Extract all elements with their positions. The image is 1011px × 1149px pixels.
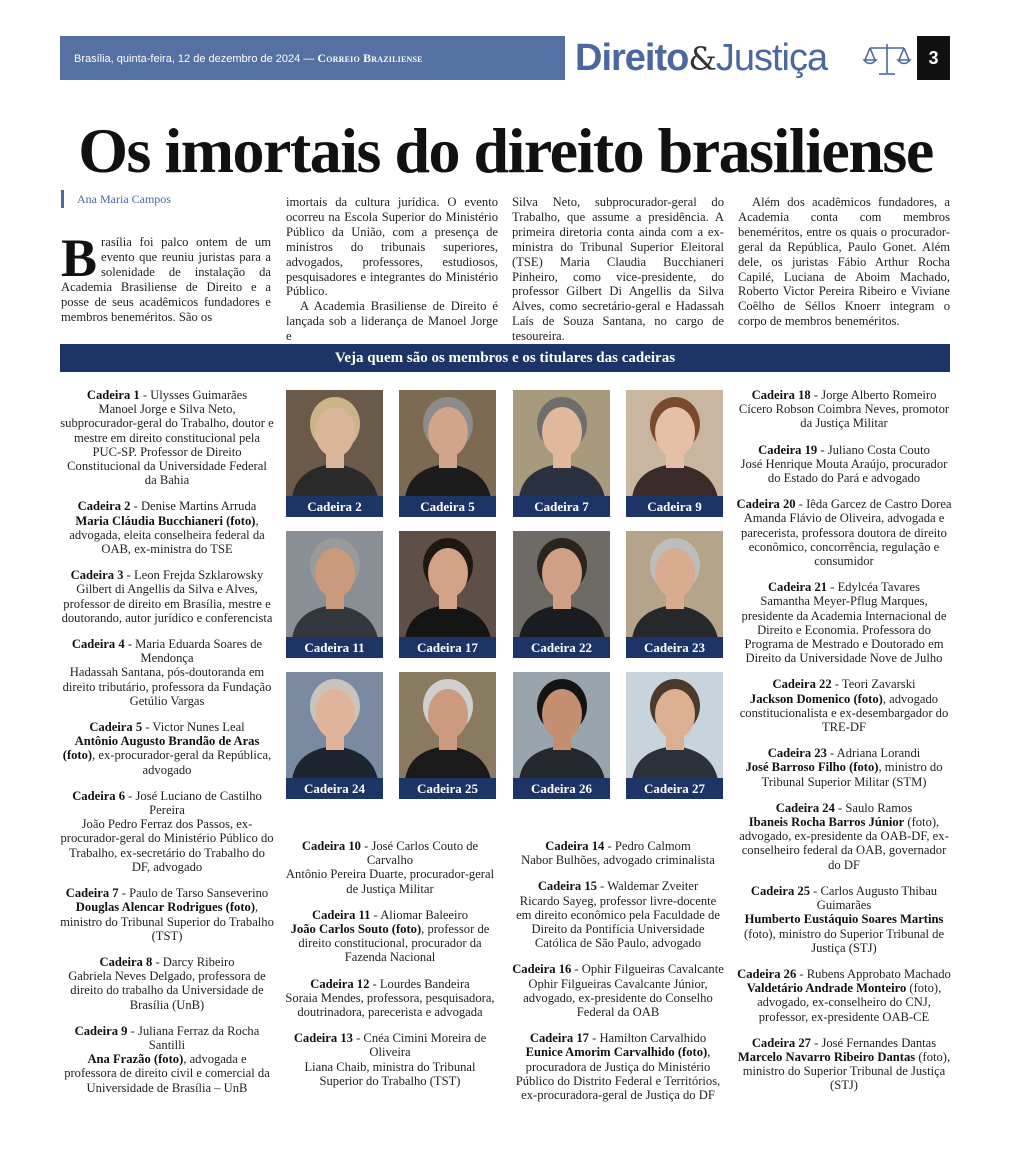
section-title: Direito&Justiça bbox=[575, 37, 828, 79]
seat-entry bbox=[284, 977, 496, 1020]
photo-caption: Cadeira 11 bbox=[286, 637, 383, 658]
seat-patron: - Adriana Lorandi bbox=[826, 746, 921, 761]
seat-holder-description: , professor de direito constitucional, procurador da Fazenda Nacional bbox=[298, 922, 490, 965]
portrait-photo bbox=[286, 390, 383, 517]
seat-holder-description: , ministro do Tribunal Superior do Trabalho (TST) bbox=[60, 900, 274, 943]
middle-right-seat-list bbox=[512, 839, 724, 1114]
portrait-image bbox=[286, 672, 383, 780]
seat-holder-description: Soraia Mendes, professora, pesquisadora, doutrinadora, parecerista e advogada bbox=[285, 990, 495, 1020]
portrait-photo bbox=[399, 672, 496, 799]
left-seat-list bbox=[60, 388, 274, 1107]
article-column-2: imortais da cultura jurídica. O evento ocorreu na Escola Superior do Ministério Público da União, com a presença de ministros do tribunais superiores, advogados, professores, estudiosos, pesquisadores e integrantes do Ministério Público. A Academia Brasiliense de Direito é lançada sob a liderança de Manoel Jorge e bbox=[286, 195, 498, 344]
portrait-photo bbox=[513, 531, 610, 658]
seat-patron: - Denise Martins Arruda bbox=[130, 499, 257, 514]
seat-patron: - Saulo Ramos bbox=[834, 800, 913, 815]
photo-caption: Cadeira 17 bbox=[399, 637, 496, 658]
seat-patron: - Jorge Alberto Romeiro bbox=[810, 388, 937, 402]
seat-entry bbox=[60, 789, 274, 874]
seat-holder-description: Cícero Robson Coimbra Neves, promotor da Justiça Militar bbox=[738, 402, 950, 431]
seat-holder-name: Valdetário Andrade Monteiro bbox=[746, 981, 907, 996]
seat-holder-description: , ex-procurador-geral da República, advogado bbox=[92, 748, 272, 777]
dateline: Brasília, quinta-feira, 12 de dezembro de 2024 — Correio Braziliense bbox=[74, 51, 423, 65]
seat-patron: - José Luciano de Castilho Pereira bbox=[125, 788, 262, 818]
photo-caption: Cadeira 2 bbox=[286, 496, 383, 517]
portrait-image bbox=[399, 672, 496, 780]
seat-entry bbox=[284, 908, 496, 965]
seat-holder-name: Douglas Alencar Rodrigues (foto) bbox=[75, 900, 256, 915]
article-column-3: Silva Neto, subprocurador-geral do Trabalho, que assume a presidência. A primeira diretoria conta ainda com a ex-ministra do Tribunal Superior Eleitoral (TSE) Maria Claudia Bucchianeri Pinheiro, como vice-presidente, do professor Gilbert Di Angellis da Silva Alves, como secretário-geral e Hadassah Laís de Souza Santana, no cargo de tesoureira. bbox=[512, 195, 724, 344]
seat-patron: - Teori Zavarski bbox=[831, 677, 916, 692]
seat-number: Cadeira 2 bbox=[77, 499, 131, 514]
seat-holder-name: José Barroso Filho (foto) bbox=[745, 760, 879, 775]
seat-entry bbox=[736, 967, 952, 1024]
seat-holder-description: (foto), advogado, ex-conselheiro do CNJ, professor, ex-presidente OAB-CE bbox=[757, 981, 942, 1024]
seat-holder-description: (foto), ministro do Superior Tribunal de Justiça (STJ) bbox=[742, 1049, 951, 1093]
seat-holder-name: Antônio Augusto Brandão de Aras (foto) bbox=[62, 734, 260, 763]
seat-entry bbox=[736, 580, 952, 665]
seat-number: Cadeira 17 bbox=[529, 1031, 589, 1046]
seat-patron: - Maria Eduarda Soares de Mendonça bbox=[124, 637, 263, 666]
seat-number: Cadeira 7 bbox=[65, 886, 119, 901]
seat-patron: - Juliana Ferraz da Rocha Santilli bbox=[127, 1023, 260, 1052]
seat-holder-description: Hadassah Santana, pós-doutoranda em direito tributário, professora da Fundação Getúlio Vargas bbox=[62, 665, 272, 708]
seat-number: Cadeira 1 bbox=[86, 388, 140, 402]
portrait-photo bbox=[513, 672, 610, 799]
seat-holder-description: Ophir Filgueiras Cavalcante Júnior, advogado, ex-presidente do Conselho Federal da OAB bbox=[523, 976, 713, 1020]
seat-number: Cadeira 4 bbox=[71, 637, 125, 652]
seat-patron: - Carlos Augusto Thibau Guimarães bbox=[810, 883, 938, 913]
portrait-image bbox=[626, 531, 723, 639]
portrait-image bbox=[626, 390, 723, 498]
seat-number: Cadeira 12 bbox=[310, 976, 370, 991]
middle-left-seat-list bbox=[284, 839, 496, 1100]
seat-patron: - Cnéa Cimini Moreira de Oliveira bbox=[352, 1031, 487, 1060]
seat-patron: - José Fernandes Dantas bbox=[810, 1035, 937, 1050]
seat-holder-description: , advogado constitucionalista e ex-desembargador do TRE-DF bbox=[739, 691, 949, 735]
seat-number: Cadeira 16 bbox=[512, 962, 572, 977]
photo-caption: Cadeira 24 bbox=[286, 778, 383, 799]
seat-patron: - Victor Nunes Leal bbox=[142, 720, 245, 735]
seat-number: Cadeira 15 bbox=[537, 879, 597, 894]
seat-holder-description: Manoel Jorge e Silva Neto, subprocurador-geral do Trabalho, doutor e mestre em direito constitucional pela PUC-SP. Professor de Direito Constitucional da Universidade Federal da Bahia bbox=[60, 402, 274, 488]
seat-entry bbox=[60, 1024, 274, 1095]
drop-cap: B bbox=[61, 228, 98, 288]
seat-holder-description: Samantha Meyer-Pflug Marques, presidente da Academia Internacional de Direito e Economia. Professora do Programa de Mestrado e Doutorado em Direito da Universidade Nove de Julho bbox=[741, 594, 947, 666]
seat-number: Cadeira 18 bbox=[751, 388, 811, 402]
seat-holder-description: João Pedro Ferraz dos Passos, ex-procurador-geral do Ministério Público do Trabalho, ex-secretário do Trabalho do DF, advogado bbox=[60, 817, 274, 874]
photo-caption: Cadeira 23 bbox=[626, 637, 723, 658]
seat-number: Cadeira 11 bbox=[312, 907, 371, 922]
seat-number: Cadeira 6 bbox=[72, 788, 126, 803]
seat-patron: - Ophir Filgueiras Cavalcante bbox=[571, 962, 724, 977]
portrait-image bbox=[626, 672, 723, 780]
seat-number: Cadeira 8 bbox=[99, 954, 153, 969]
seat-entry bbox=[60, 886, 274, 943]
seat-patron: - Edylcéa Tavares bbox=[827, 580, 921, 595]
photo-caption: Cadeira 5 bbox=[399, 496, 496, 517]
seat-patron: - Aliomar Baleeiro bbox=[370, 907, 468, 922]
seat-entry bbox=[736, 677, 952, 734]
seat-patron: - Lourdes Bandeira bbox=[369, 976, 470, 991]
seat-holder-description: Amanda Flávio de Oliveira, advogada e parecerista, professora doutora de direito econômico, concorrência, regulação e consumidor bbox=[741, 511, 947, 569]
seat-number: Cadeira 21 bbox=[767, 580, 828, 595]
members-banner: Veja quem são os membros e os titulares das cadeiras bbox=[60, 344, 950, 372]
seat-holder-description: (foto), ministro do Superior Tribunal de Justiça (STJ) bbox=[743, 926, 945, 955]
portrait-photo bbox=[626, 531, 723, 658]
seat-number: Cadeira 9 bbox=[74, 1023, 128, 1038]
seat-patron: - Iêda Garcez de Castro Dorea bbox=[795, 497, 952, 512]
scales-of-justice-icon bbox=[862, 40, 912, 78]
seat-patron: - Waldemar Zveiter bbox=[596, 879, 699, 894]
seat-holder-description: , advogada, eleita conselheira federal da OAB, ex-ministra do TSE bbox=[69, 513, 265, 557]
seat-holder-description: (foto), advogado, ex-presidente da OAB-DF, ex-conselheiro federal da OAB, governador do DF bbox=[739, 815, 949, 872]
seat-holder-name: Ibaneis Rocha Barros Júnior bbox=[748, 815, 905, 830]
portrait-photo bbox=[286, 531, 383, 658]
portrait-image bbox=[399, 390, 496, 498]
seat-entry bbox=[60, 568, 274, 625]
seat-holder-description: , ministro do Tribunal Superior Militar (STM) bbox=[761, 760, 943, 789]
portrait-image bbox=[513, 672, 610, 780]
seat-entry bbox=[512, 1031, 724, 1102]
seat-entry bbox=[736, 443, 952, 486]
portrait-image bbox=[286, 390, 383, 498]
seat-holder-name: Marcelo Navarro Ribeiro Dantas bbox=[737, 1049, 916, 1064]
seat-holder-description: Nabor Bulhões, advogado criminalista bbox=[521, 853, 715, 868]
portrait-image bbox=[513, 531, 610, 639]
seat-patron: - José Carlos Couto de Carvalho bbox=[360, 839, 479, 868]
seat-entry bbox=[284, 1031, 496, 1088]
seat-holder-description: , procuradora de Justiça do Ministério Público do Distrito Federal e Territórios, ex-procuradora-geral de Justiça do DF bbox=[515, 1045, 721, 1103]
seat-holder-description: Antônio Pereira Duarte, procurador-geral de Justiça Militar bbox=[285, 867, 495, 896]
portrait-image bbox=[286, 531, 383, 639]
seat-number: Cadeira 25 bbox=[750, 883, 810, 898]
seat-patron: - Rubens Approbato Machado bbox=[796, 966, 951, 981]
page-number: 3 bbox=[917, 36, 950, 80]
photo-caption: Cadeira 9 bbox=[626, 496, 723, 517]
photo-caption: Cadeira 22 bbox=[513, 637, 610, 658]
seat-entry bbox=[512, 879, 724, 950]
seat-patron: - Darcy Ribeiro bbox=[152, 954, 235, 969]
portrait-photo bbox=[626, 672, 723, 799]
portrait-photo bbox=[399, 531, 496, 658]
byline: Ana Maria Campos bbox=[61, 190, 171, 208]
seat-number: Cadeira 10 bbox=[301, 839, 361, 853]
seat-patron: - Leon Frejda Szklarowsky bbox=[123, 568, 264, 583]
seat-patron: - Hamilton Carvalhido bbox=[588, 1031, 707, 1046]
seat-holder-description: Liana Chaib, ministra do Tribunal Superior do Trabalho (TST) bbox=[304, 1059, 476, 1088]
seat-number: Cadeira 24 bbox=[775, 800, 835, 815]
seat-holder-name: João Carlos Souto (foto) bbox=[290, 922, 422, 937]
portrait-photo bbox=[626, 390, 723, 517]
seat-number: Cadeira 26 bbox=[737, 966, 797, 981]
seat-entry bbox=[60, 499, 274, 556]
seat-number: Cadeira 20 bbox=[736, 497, 796, 512]
seat-entry bbox=[736, 497, 952, 568]
seat-entry bbox=[60, 720, 274, 777]
seat-number: Cadeira 13 bbox=[293, 1031, 353, 1046]
right-seat-list bbox=[736, 388, 952, 1105]
seat-entry bbox=[736, 1036, 952, 1093]
portrait-photo bbox=[513, 390, 610, 517]
headline: Os imortais do direito brasiliense bbox=[78, 115, 933, 186]
seat-number: Cadeira 23 bbox=[767, 746, 827, 761]
seat-entry bbox=[736, 801, 952, 872]
seat-holder-name: Humberto Eustáquio Soares Martins bbox=[744, 912, 944, 927]
seat-holder-description: José Henrique Mouta Araújo, procurador do Estado do Pará e advogado bbox=[740, 456, 948, 486]
seat-entry bbox=[60, 637, 274, 708]
seat-entry bbox=[736, 884, 952, 955]
seat-holder-name: Jackson Domenico (foto) bbox=[749, 691, 883, 706]
seat-number: Cadeira 27 bbox=[751, 1035, 811, 1050]
article-column-1: Brasília foi palco ontem de um evento que reuniu juristas para a solenidade de instalação da Academia Brasiliense de Direito e a posse de seus acadêmicos fundadores e membros beneméritos. São os bbox=[61, 228, 271, 324]
seat-entry bbox=[284, 839, 496, 896]
portrait-image bbox=[399, 531, 496, 639]
seat-holder-description: Gilbert di Angellis da Silva e Alves, professor de direito em Brasília, mestre e doutorando, autor jurídico e conferencista bbox=[61, 582, 273, 625]
seat-number: Cadeira 22 bbox=[772, 677, 832, 692]
seat-number: Cadeira 19 bbox=[758, 442, 818, 457]
seat-holder-name: Ana Frazão (foto) bbox=[87, 1052, 184, 1067]
seat-entry bbox=[512, 962, 724, 1019]
seat-holder-description: Gabriela Neves Delgado, professora de direito do trabalho da Universidade de Brasília (UnB) bbox=[68, 969, 266, 1012]
photo-caption: Cadeira 26 bbox=[513, 778, 610, 799]
seat-entry bbox=[60, 955, 274, 1012]
seat-holder-name: Eunice Amorim Carvalhido (foto) bbox=[525, 1045, 708, 1060]
seat-entry bbox=[736, 746, 952, 789]
seat-number: Cadeira 5 bbox=[89, 720, 143, 735]
seat-patron: - Ulysses Guimarães bbox=[139, 388, 248, 402]
seat-holder-name: Maria Cláudia Bucchianeri (foto) bbox=[75, 513, 256, 528]
seat-holder-description: , advogada e professora de direito civil e comercial da Universidade de Brasília – UnB bbox=[64, 1052, 270, 1095]
seat-patron: - Paulo de Tarso Sanseverino bbox=[118, 886, 269, 901]
photo-caption: Cadeira 25 bbox=[399, 778, 496, 799]
portrait-photo bbox=[286, 672, 383, 799]
seat-patron: - Juliano Costa Couto bbox=[817, 442, 930, 457]
photo-caption: Cadeira 7 bbox=[513, 496, 610, 517]
seat-number: Cadeira 14 bbox=[545, 839, 605, 853]
masthead-name: Correio Braziliense bbox=[317, 51, 423, 65]
portrait-photo bbox=[399, 390, 496, 517]
seat-patron: - Pedro Calmom bbox=[604, 839, 691, 853]
article-column-4: Além dos acadêmicos fundadores, a Academia conta com membros beneméritos, entre os quais o procurador-geral da República, Paulo Gonet. Além dele, os juristas Fábio Arthur Rocha Capilé, Luciana de Aboim Machado, Roberto Victor Pereira Ribeiro e Viviane Coêlho de Séllos Knoerr integram o corpo de membros beneméritos. bbox=[738, 195, 950, 329]
seat-entry bbox=[736, 388, 952, 431]
seat-entry bbox=[512, 839, 724, 867]
portrait-image bbox=[513, 390, 610, 498]
seat-entry bbox=[60, 388, 274, 487]
seat-holder-description: Ricardo Sayeg, professor livre-docente em direito econômico pela Faculdade de Direito da Pontifícia Universidade Católica de São Paulo, advogado bbox=[516, 893, 720, 951]
photo-caption: Cadeira 27 bbox=[626, 778, 723, 799]
seat-number: Cadeira 3 bbox=[70, 568, 124, 583]
